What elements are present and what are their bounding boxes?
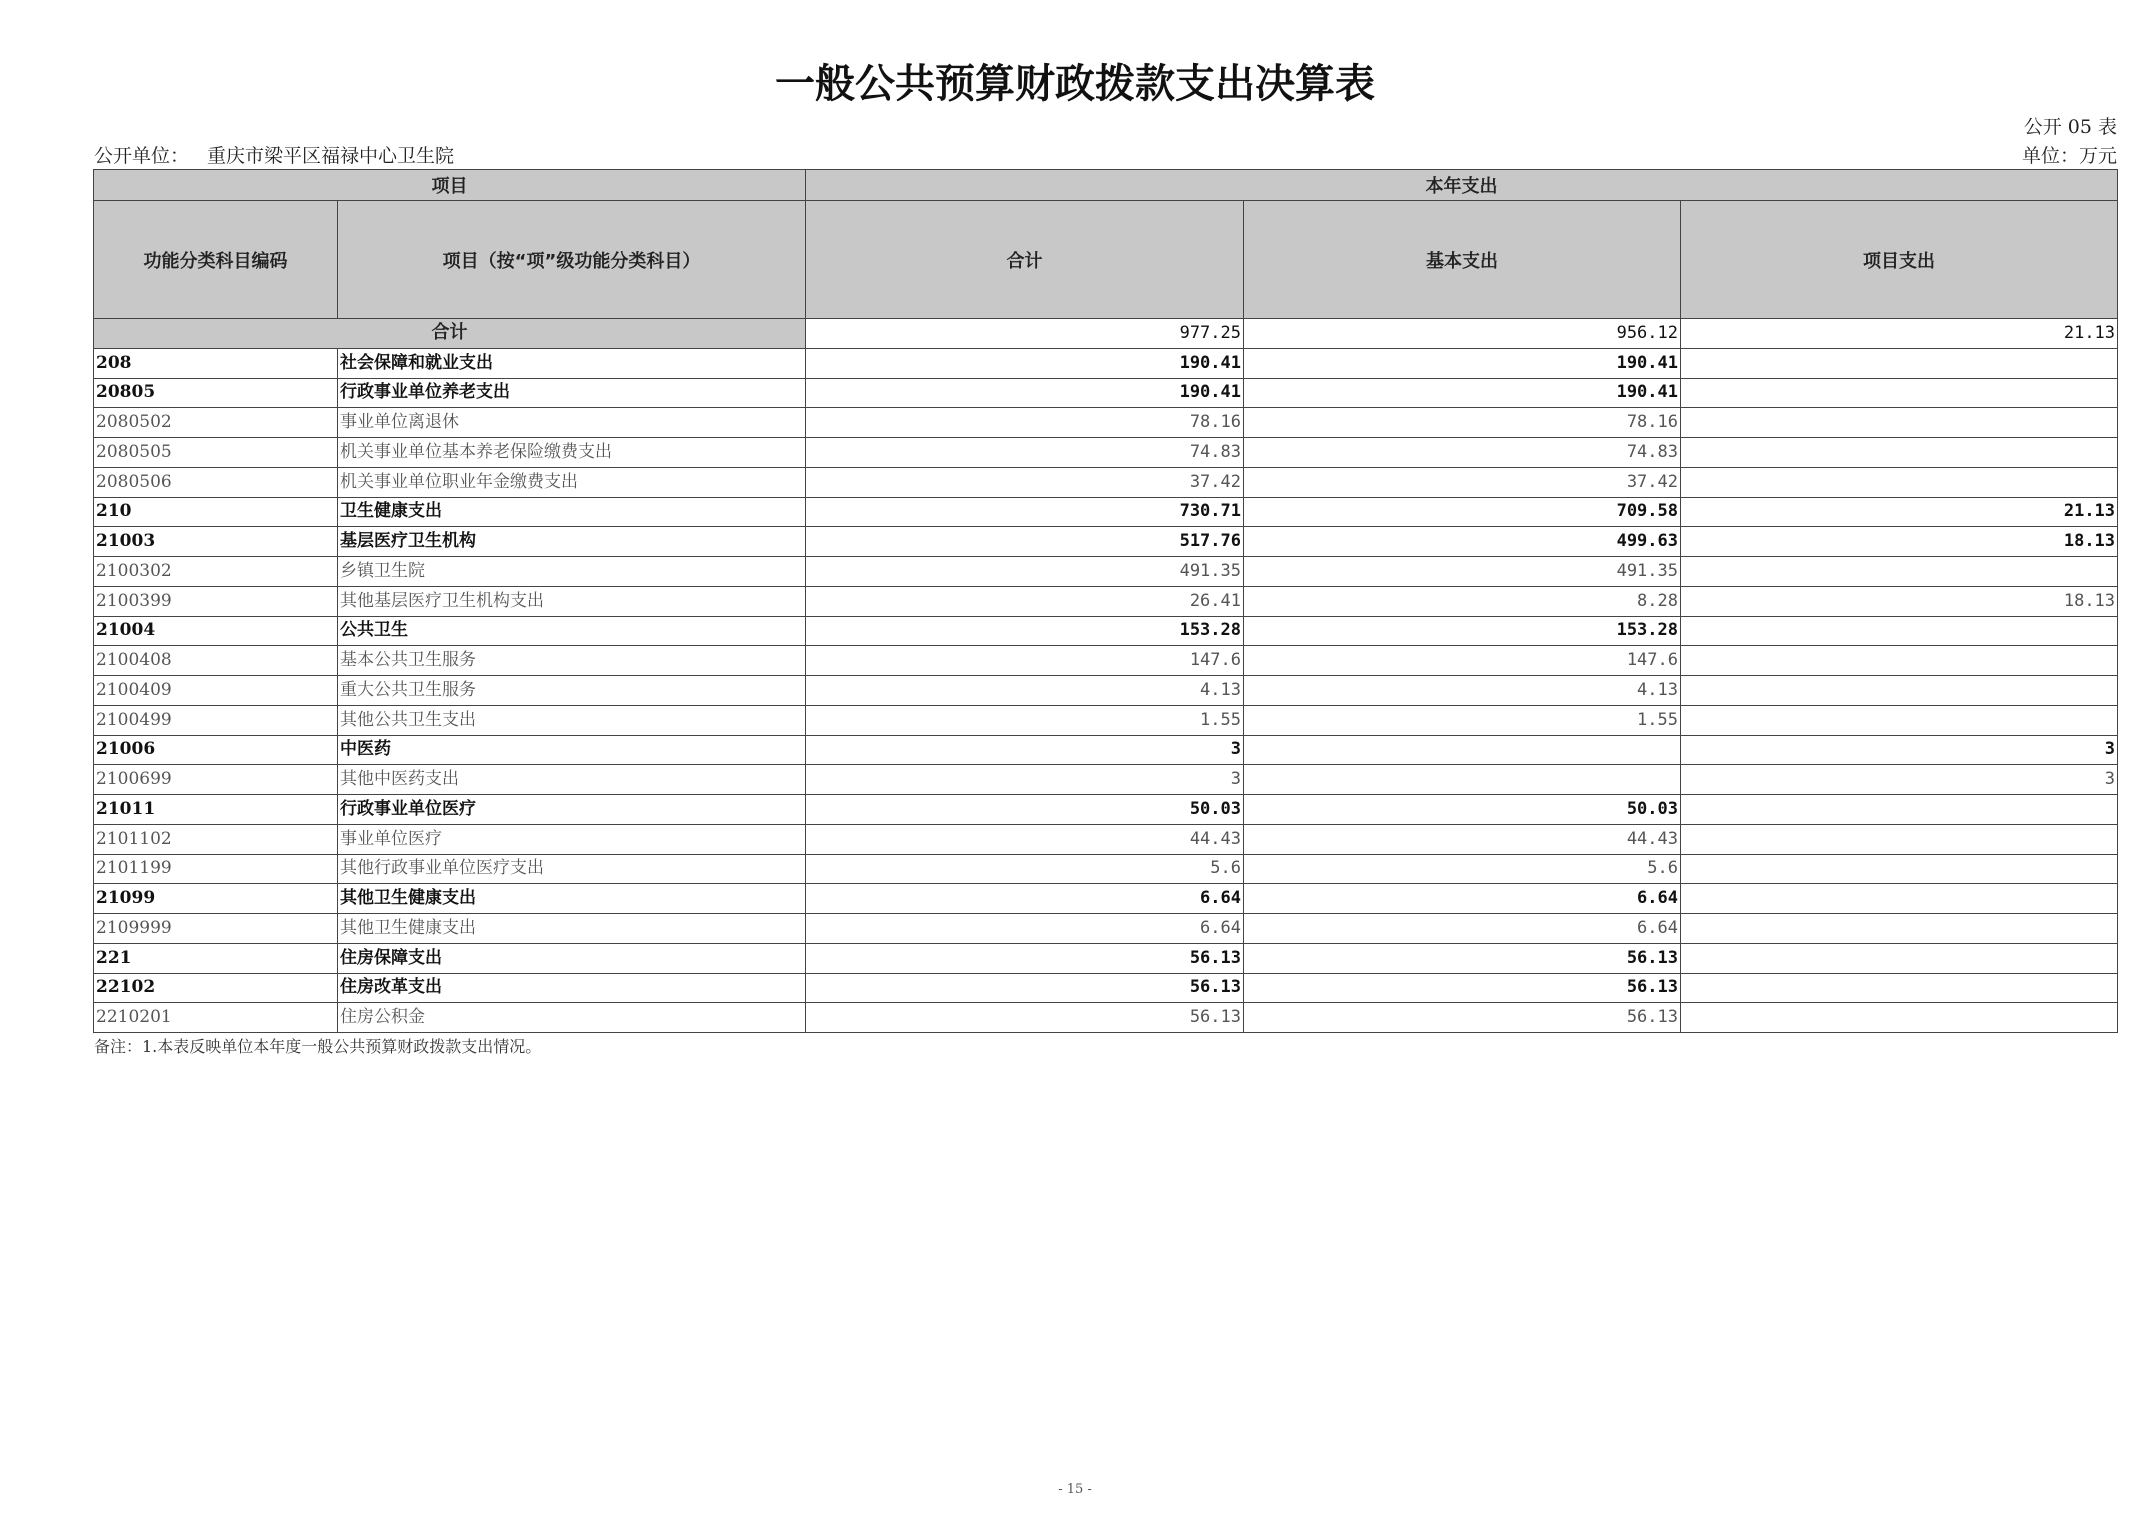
code-cell: 21003 — [94, 527, 338, 557]
item-name-cell: 中医药 — [338, 735, 806, 765]
total-cell: 56.13 — [806, 1003, 1244, 1033]
table-row — [94, 527, 2118, 557]
basic-cell — [1244, 765, 1681, 795]
page-number: - 15 - — [1058, 1482, 1092, 1497]
basic-cell: 1.55 — [1244, 705, 1681, 735]
basic-cell: 6.64 — [1244, 914, 1681, 944]
item-name-cell: 基本公共卫生服务 — [338, 646, 806, 676]
project-cell — [1681, 378, 2118, 408]
code-cell: 2100499 — [94, 705, 338, 735]
total-cell: 4.13 — [806, 676, 1244, 706]
project-cell — [1681, 557, 2118, 587]
project-cell: 18.13 — [1681, 527, 2118, 557]
table-row — [94, 378, 2118, 408]
table-row — [94, 943, 2118, 973]
total-cell: 37.42 — [806, 467, 1244, 497]
basic-cell: 56.13 — [1244, 1003, 1681, 1033]
item-name-cell: 重大公共卫生服务 — [338, 676, 806, 706]
code-cell: 2080506 — [94, 467, 338, 497]
total-cell: 190.41 — [806, 348, 1244, 378]
basic-cell: 499.63 — [1244, 527, 1681, 557]
header-basic: 基本支出 — [1244, 201, 1681, 319]
total-basic: 956.12 — [1244, 319, 1681, 349]
total-cell: 44.43 — [806, 824, 1244, 854]
header-total: 合计 — [806, 201, 1244, 319]
header-code: 功能分类科目编码 — [94, 201, 338, 319]
item-name-cell: 其他卫生健康支出 — [338, 914, 806, 944]
code-cell: 2080502 — [94, 408, 338, 438]
project-cell — [1681, 884, 2118, 914]
code-cell: 21006 — [94, 735, 338, 765]
project-cell — [1681, 348, 2118, 378]
code-cell: 2109999 — [94, 914, 338, 944]
basic-cell: 44.43 — [1244, 824, 1681, 854]
item-name-cell: 社会保障和就业支出 — [338, 348, 806, 378]
project-cell: 3 — [1681, 765, 2118, 795]
project-cell — [1681, 1003, 2118, 1033]
basic-cell: 74.83 — [1244, 438, 1681, 468]
table-row — [94, 973, 2118, 1003]
total-cell: 153.28 — [806, 616, 1244, 646]
table-row — [94, 1003, 2118, 1033]
table-row — [94, 854, 2118, 884]
table-row — [94, 348, 2118, 378]
basic-cell: 5.6 — [1244, 854, 1681, 884]
table-row — [94, 914, 2118, 944]
code-cell: 21011 — [94, 795, 338, 825]
total-cell: 3 — [806, 735, 1244, 765]
project-cell: 21.13 — [1681, 497, 2118, 527]
item-name-cell: 住房保障支出 — [338, 943, 806, 973]
project-cell — [1681, 705, 2118, 735]
project-cell: 3 — [1681, 735, 2118, 765]
item-name-cell: 机关事业单位基本养老保险缴费支出 — [338, 438, 806, 468]
code-cell: 2100399 — [94, 586, 338, 616]
project-cell — [1681, 438, 2118, 468]
item-name-cell: 其他行政事业单位医疗支出 — [338, 854, 806, 884]
basic-cell: 153.28 — [1244, 616, 1681, 646]
table-row — [94, 676, 2118, 706]
basic-cell: 147.6 — [1244, 646, 1681, 676]
code-cell: 2080505 — [94, 438, 338, 468]
header-current-year: 本年支出 — [806, 170, 2118, 201]
basic-cell: 190.41 — [1244, 348, 1681, 378]
item-name-cell: 公共卫生 — [338, 616, 806, 646]
project-cell — [1681, 795, 2118, 825]
project-cell — [1681, 973, 2118, 1003]
table-row — [94, 557, 2118, 587]
project-cell — [1681, 914, 2118, 944]
code-cell: 20805 — [94, 378, 338, 408]
currency-unit: 单位：万元 — [2021, 145, 2117, 167]
project-cell — [1681, 824, 2118, 854]
item-name-cell: 住房改革支出 — [338, 973, 806, 1003]
table-row — [94, 616, 2118, 646]
project-cell — [1681, 676, 2118, 706]
total-cell: 5.6 — [806, 854, 1244, 884]
total-cell: 491.35 — [806, 557, 1244, 587]
table-row — [94, 795, 2118, 825]
total-cell: 78.16 — [806, 408, 1244, 438]
total-cell: 56.13 — [806, 973, 1244, 1003]
item-name-cell: 事业单位医疗 — [338, 824, 806, 854]
total-project: 21.13 — [1681, 319, 2118, 349]
expenditure-table — [93, 169, 2118, 1033]
table-row — [94, 646, 2118, 676]
basic-cell: 491.35 — [1244, 557, 1681, 587]
table-row — [94, 467, 2118, 497]
basic-cell: 190.41 — [1244, 378, 1681, 408]
code-cell: 2101199 — [94, 854, 338, 884]
basic-cell: 50.03 — [1244, 795, 1681, 825]
code-cell: 2100409 — [94, 676, 338, 706]
basic-cell: 78.16 — [1244, 408, 1681, 438]
total-cell: 6.64 — [806, 884, 1244, 914]
basic-cell: 6.64 — [1244, 884, 1681, 914]
item-name-cell: 事业单位离退休 — [338, 408, 806, 438]
total-cell: 3 — [806, 765, 1244, 795]
table-row — [94, 408, 2118, 438]
table-row — [94, 884, 2118, 914]
total-amount: 977.25 — [806, 319, 1244, 349]
header-project: 项目 — [94, 170, 806, 201]
total-cell: 517.76 — [806, 527, 1244, 557]
item-name-cell: 行政事业单位养老支出 — [338, 378, 806, 408]
table-row — [94, 586, 2118, 616]
header-project-expenditure: 项目支出 — [1681, 201, 2118, 319]
code-cell: 2100302 — [94, 557, 338, 587]
reporting-unit — [94, 141, 454, 168]
item-name-cell: 其他卫生健康支出 — [338, 884, 806, 914]
table-row — [94, 497, 2118, 527]
basic-cell: 37.42 — [1244, 467, 1681, 497]
item-name-cell: 住房公积金 — [338, 1003, 806, 1033]
page-title: 一般公共预算财政拨款支出决算表 — [775, 61, 1375, 107]
item-name-cell: 乡镇卫生院 — [338, 557, 806, 587]
code-cell: 21004 — [94, 616, 338, 646]
footnote: 备注：1.本表反映单位本年度一般公共预算财政拨款支出情况。 — [94, 1037, 542, 1056]
basic-cell: 4.13 — [1244, 676, 1681, 706]
code-cell: 208 — [94, 348, 338, 378]
code-cell: 221 — [94, 943, 338, 973]
item-name-cell: 其他公共卫生支出 — [338, 705, 806, 735]
project-cell — [1681, 943, 2118, 973]
table-row — [94, 735, 2118, 765]
basic-cell: 56.13 — [1244, 943, 1681, 973]
code-cell: 22102 — [94, 973, 338, 1003]
code-cell: 2100408 — [94, 646, 338, 676]
item-name-cell: 机关事业单位职业年金缴费支出 — [338, 467, 806, 497]
total-cell: 190.41 — [806, 378, 1244, 408]
basic-cell — [1244, 735, 1681, 765]
total-cell: 74.83 — [806, 438, 1244, 468]
code-cell: 2210201 — [94, 1003, 338, 1033]
header-item: 项目（按“项”级功能分类科目） — [338, 201, 806, 319]
project-cell — [1681, 408, 2118, 438]
basic-cell: 709.58 — [1244, 497, 1681, 527]
total-cell: 147.6 — [806, 646, 1244, 676]
code-cell: 2101102 — [94, 824, 338, 854]
item-name-cell: 卫生健康支出 — [338, 497, 806, 527]
total-row — [94, 319, 2118, 349]
table-row — [94, 438, 2118, 468]
total-cell: 50.03 — [806, 795, 1244, 825]
table-row — [94, 705, 2118, 735]
total-cell: 6.64 — [806, 914, 1244, 944]
table-row — [94, 824, 2118, 854]
code-cell: 2100699 — [94, 765, 338, 795]
form-number: 公开 05 表 — [2023, 116, 2117, 138]
total-cell: 26.41 — [806, 586, 1244, 616]
item-name-cell: 行政事业单位医疗 — [338, 795, 806, 825]
item-name-cell: 基层医疗卫生机构 — [338, 527, 806, 557]
project-cell — [1681, 646, 2118, 676]
total-label: 合计 — [94, 319, 806, 349]
basic-cell: 56.13 — [1244, 973, 1681, 1003]
item-name-cell: 其他基层医疗卫生机构支出 — [338, 586, 806, 616]
total-cell: 1.55 — [806, 705, 1244, 735]
total-cell: 56.13 — [806, 943, 1244, 973]
project-cell — [1681, 616, 2118, 646]
table-row — [94, 765, 2118, 795]
code-cell: 21099 — [94, 884, 338, 914]
item-name-cell: 其他中医药支出 — [338, 765, 806, 795]
project-cell: 18.13 — [1681, 586, 2118, 616]
basic-cell: 8.28 — [1244, 586, 1681, 616]
unit-name: 重庆市梁平区福禄中心卫生院 — [207, 145, 455, 167]
project-cell — [1681, 854, 2118, 884]
code-cell: 210 — [94, 497, 338, 527]
total-cell: 730.71 — [806, 497, 1244, 527]
unit-label: 公开单位： — [94, 145, 190, 167]
project-cell — [1681, 467, 2118, 497]
